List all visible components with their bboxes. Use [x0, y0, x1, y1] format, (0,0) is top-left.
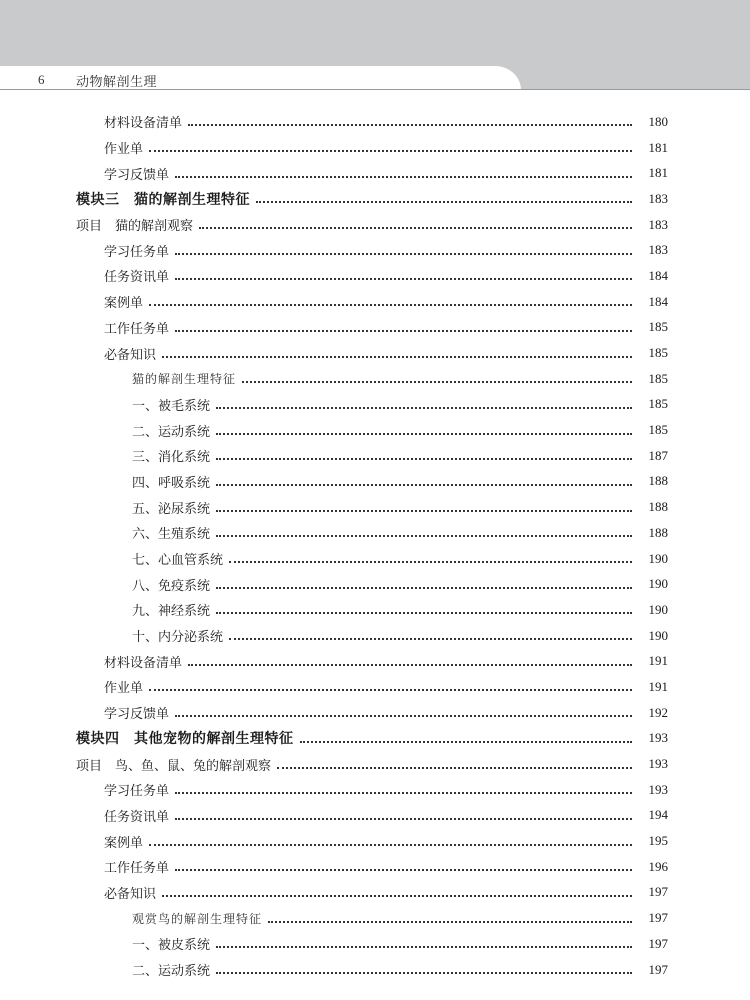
toc-entry-page-number: 193 [648, 781, 668, 797]
toc-entry-page-number: 196 [648, 858, 668, 874]
toc-dot-leader [216, 432, 632, 435]
toc-entry-page-number: 191 [648, 678, 668, 694]
toc-entry-item[interactable] [0, 828, 750, 854]
toc-entry-title: 学习反馈单 [104, 167, 170, 183]
toc-entry-page-number: 190 [648, 576, 668, 592]
toc-entry-page-number: 193 [648, 730, 668, 746]
toc-entry-page-number: 197 [648, 935, 668, 951]
toc-entry-page-number: 197 [648, 910, 668, 926]
toc-entry-title: 项目 猫的解剖观察 [76, 219, 194, 235]
toc-entry-item[interactable] [0, 289, 750, 315]
toc-dot-leader [216, 971, 632, 974]
toc-entry-item[interactable] [0, 315, 750, 341]
toc-entry-title: 学习任务单 [104, 784, 170, 800]
toc-entry-sub[interactable] [0, 469, 750, 495]
toc-entry-title: 作业单 [104, 681, 144, 697]
toc-entry-page-number: 183 [648, 190, 668, 206]
toc-entry-sub[interactable] [0, 957, 750, 983]
toc-dot-leader [268, 920, 632, 923]
toc-dot-leader [216, 406, 632, 409]
toc-dot-leader [149, 843, 632, 846]
page-number: 6 [38, 72, 45, 87]
toc-entry-title: 七、心血管系统 [132, 553, 224, 569]
toc-entry-page-number: 193 [648, 756, 668, 772]
toc-entry-page-number: 190 [648, 601, 668, 617]
toc-entry-page-number: 181 [648, 139, 668, 155]
toc-entry-title: 案例单 [104, 296, 144, 312]
toc-entry-title: 工作任务单 [104, 321, 170, 337]
toc-entry-title: 三、消化系统 [132, 450, 211, 466]
toc-entry-title: 案例单 [104, 835, 144, 851]
toc-entry-title: 任务资讯单 [104, 270, 170, 286]
toc-entry-item[interactable] [0, 648, 750, 674]
toc-entry-item[interactable] [0, 880, 750, 906]
toc-dot-leader [188, 663, 632, 666]
toc-entry-title: 材料设备清单 [104, 116, 183, 132]
toc-entry-page-number: 197 [648, 884, 668, 900]
toc-dot-leader [175, 277, 632, 280]
toc-entry-page-number: 185 [648, 370, 668, 386]
toc-entry-title: 猫的解剖生理特征 [132, 372, 237, 387]
toc-entry-item[interactable] [0, 263, 750, 289]
toc-dot-leader [216, 534, 632, 537]
toc-dot-leader [149, 149, 632, 152]
toc-dot-leader [216, 586, 632, 589]
toc-dot-leader [175, 252, 632, 255]
toc-dot-leader [175, 817, 632, 820]
toc-entry-page-number: 188 [648, 473, 668, 489]
toc-entry-project[interactable] [0, 212, 750, 238]
toc-dot-leader [162, 894, 632, 897]
toc-entry-item[interactable] [0, 160, 750, 186]
toc-entry-page-number: 181 [648, 165, 668, 181]
toc-dot-leader [216, 509, 632, 512]
toc-entry-item[interactable] [0, 674, 750, 700]
toc-entry-page-number: 192 [648, 704, 668, 720]
toc-entry-page-number: 195 [648, 833, 668, 849]
toc-dot-leader [162, 355, 632, 358]
book-title: 动物解剖生理 [76, 75, 158, 90]
toc-dot-leader [175, 329, 632, 332]
toc-entry-page-number: 188 [648, 524, 668, 540]
toc-dot-leader [229, 637, 632, 640]
toc-dot-leader [175, 175, 632, 178]
toc-entry-project[interactable] [0, 751, 750, 777]
toc-entry-sub[interactable] [0, 443, 750, 469]
toc-entry-item[interactable] [0, 340, 750, 366]
toc-entry-title: 任务资讯单 [104, 809, 170, 825]
toc-entry-page-number: 180 [648, 113, 668, 129]
toc-entry-topic[interactable] [0, 905, 750, 931]
toc-entry-sub[interactable] [0, 520, 750, 546]
toc-entry-title: 工作任务单 [104, 861, 170, 877]
toc-entry-page-number: 184 [648, 267, 668, 283]
toc-entry-title: 六、生殖系统 [132, 527, 211, 543]
toc-entry-title: 模块四 其他宠物的解剖生理特征 [76, 731, 294, 748]
toc-entry-page-number: 185 [648, 319, 668, 335]
toc-entry-item[interactable] [0, 803, 750, 829]
toc-entry-topic[interactable] [0, 366, 750, 392]
toc-entry-page-number: 197 [648, 961, 668, 977]
toc-entry-title: 一、被皮系统 [132, 938, 211, 954]
toc-entry-page-number: 190 [648, 550, 668, 566]
toc-dot-leader [199, 226, 632, 229]
table-of-contents [0, 109, 750, 982]
toc-entry-page-number: 185 [648, 422, 668, 438]
toc-entry-page-number: 185 [648, 345, 668, 361]
toc-entry-title: 学习反馈单 [104, 707, 170, 723]
toc-dot-leader [216, 457, 632, 460]
toc-entry-item[interactable] [0, 854, 750, 880]
toc-dot-leader [242, 380, 632, 383]
toc-entry-title: 学习任务单 [104, 244, 170, 260]
toc-entry-sub[interactable] [0, 623, 750, 649]
toc-entry-sub[interactable] [0, 494, 750, 520]
toc-entry-title: 模块三 猫的解剖生理特征 [76, 191, 250, 208]
toc-entry-title: 八、免疫系统 [132, 578, 211, 594]
toc-dot-leader [216, 945, 632, 948]
toc-entry-title: 必备知识 [104, 347, 157, 363]
toc-entry-page-number: 183 [648, 216, 668, 232]
toc-entry-title: 九、神经系统 [132, 604, 211, 620]
toc-dot-leader [229, 560, 632, 563]
toc-entry-title: 二、运动系统 [132, 424, 211, 440]
toc-dot-leader [216, 611, 632, 614]
toc-entry-title: 项目 鸟、鱼、鼠、兔的解剖观察 [76, 758, 272, 774]
toc-dot-leader [216, 483, 632, 486]
toc-dot-leader [175, 868, 632, 871]
toc-entry-page-number: 187 [648, 447, 668, 463]
toc-entry-module[interactable] [0, 726, 750, 752]
toc-dot-leader [256, 200, 632, 203]
toc-dot-leader [188, 123, 632, 126]
toc-entry-sub[interactable] [0, 597, 750, 623]
toc-entry-title: 二、运动系统 [132, 964, 211, 980]
toc-entry-page-number: 190 [648, 627, 668, 643]
toc-entry-item[interactable] [0, 109, 750, 135]
page-header [0, 0, 750, 90]
toc-entry-sub[interactable] [0, 392, 750, 418]
toc-entry-item[interactable] [0, 135, 750, 161]
toc-entry-item[interactable] [0, 777, 750, 803]
toc-entry-module[interactable] [0, 186, 750, 212]
toc-entry-sub[interactable] [0, 417, 750, 443]
toc-entry-page-number: 184 [648, 293, 668, 309]
toc-entry-title: 一、被毛系统 [132, 398, 211, 414]
toc-entry-item[interactable] [0, 700, 750, 726]
toc-dot-leader [277, 766, 632, 769]
toc-entry-title: 观赏鸟的解剖生理特征 [132, 911, 263, 926]
toc-entry-title: 作业单 [104, 142, 144, 158]
toc-entry-title: 材料设备清单 [104, 655, 183, 671]
toc-entry-page-number: 183 [648, 242, 668, 258]
toc-dot-leader [300, 740, 633, 743]
toc-entry-title: 必备知识 [104, 886, 157, 902]
toc-entry-item[interactable] [0, 237, 750, 263]
toc-entry-sub[interactable] [0, 546, 750, 572]
toc-dot-leader [149, 303, 632, 306]
toc-entry-page-number: 188 [648, 499, 668, 515]
toc-entry-page-number: 185 [648, 396, 668, 412]
toc-entry-sub[interactable] [0, 571, 750, 597]
toc-dot-leader [149, 688, 632, 691]
toc-entry-sub[interactable] [0, 931, 750, 957]
toc-entry-title: 四、呼吸系统 [132, 475, 211, 491]
toc-entry-title: 五、泌尿系统 [132, 501, 211, 517]
toc-entry-page-number: 194 [648, 807, 668, 823]
toc-entry-title: 十、内分泌系统 [132, 630, 224, 646]
toc-dot-leader [175, 791, 632, 794]
toc-dot-leader [175, 714, 632, 717]
toc-entry-page-number: 191 [648, 653, 668, 669]
